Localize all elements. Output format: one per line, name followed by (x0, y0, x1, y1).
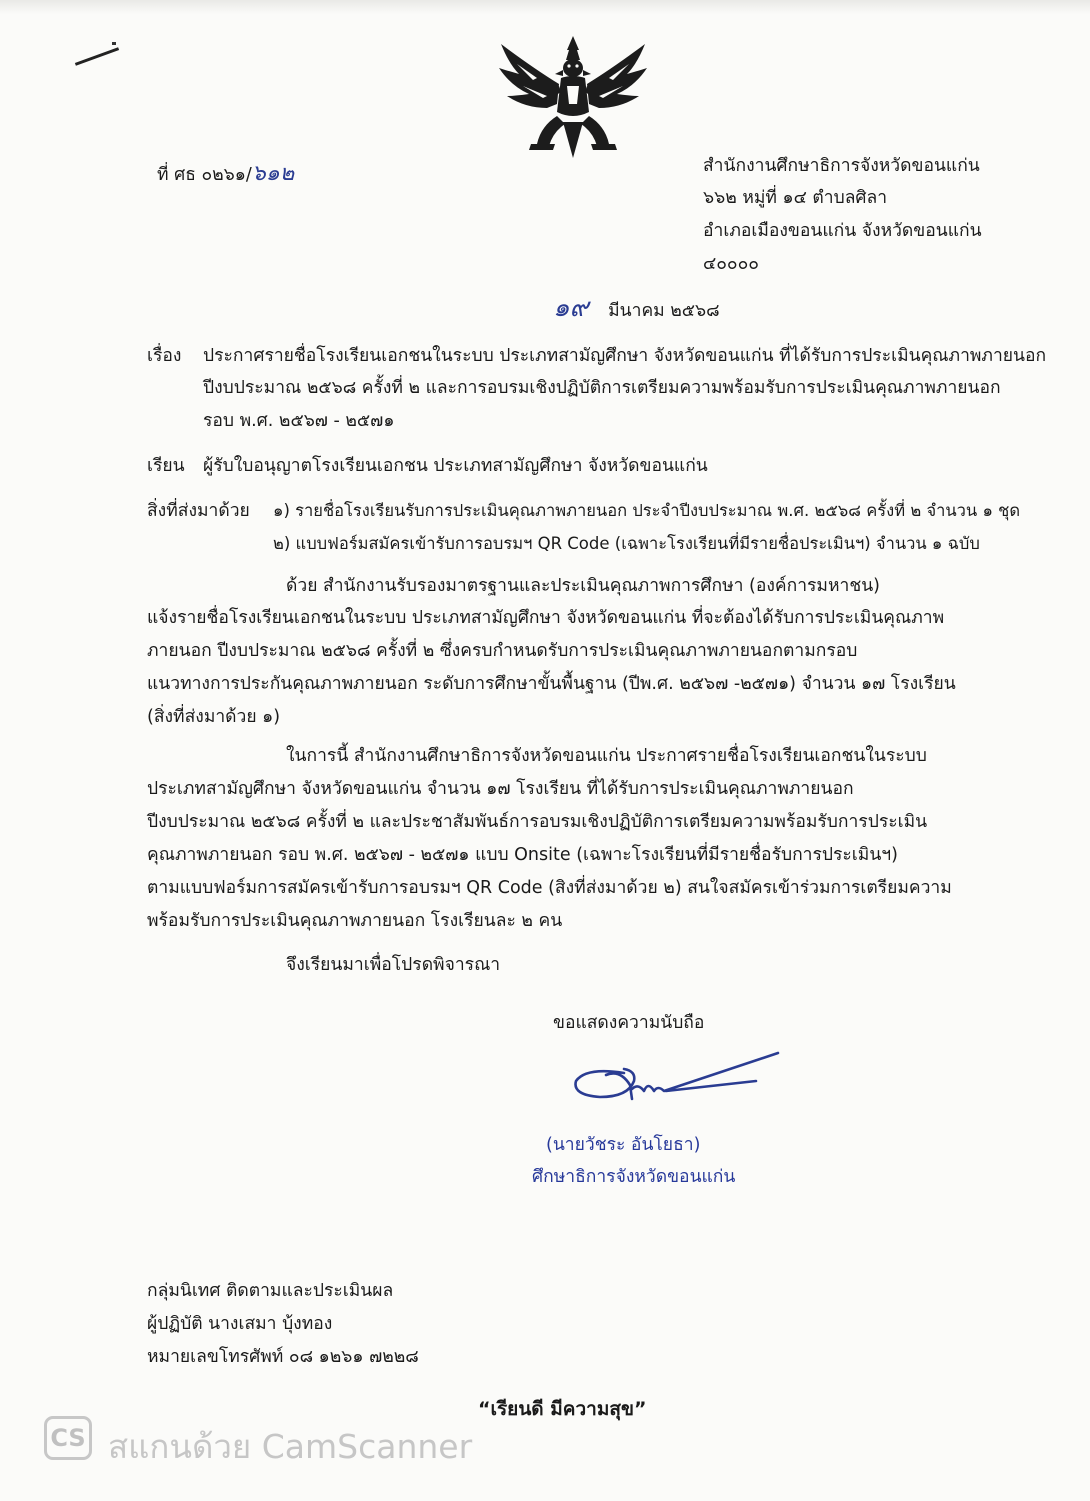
signatory-name: (นายวัชระ อันโยธา) (546, 1135, 701, 1155)
para1-line-3: ภายนอก ปีงบประมาณ ๒๕๖๘ ครั้งที่ ๒ ซึ่งครบกำหนดรับการประเมินคุณภาพภายนอกตามกรอบ (147, 641, 858, 661)
subject-line-1: ประกาศรายชื่อโรงเรียนเอกชนในระบบ ประเภทสามัญศึกษา จังหวัดขอนแก่น ที่ได้รับการประเมินคุณภาพภายนอก (203, 346, 1047, 366)
para1-line-5: (สิ่งที่ส่งมาด้วย ๑) (147, 707, 281, 727)
pen-dot (112, 42, 116, 45)
contact-officer: ผู้ปฏิบัติ นางเสมา บุ้งทอง (147, 1314, 333, 1334)
handwritten-signature (566, 1045, 782, 1115)
subject-line-3: รอบ พ.ศ. ๒๕๖๗ - ๒๕๗๑ (203, 411, 395, 431)
sender-postcode: ๔๐๐๐๐ (703, 254, 759, 274)
para2-line-3: ปีงบประมาณ ๒๕๖๘ ครั้งที่ ๒ และประชาสัมพันธ์การอบรมเชิงปฏิบัติการเตรียมความพร้อมรับการประเมิน (147, 812, 928, 832)
para2-line-5: ตามแบบฟอร์มการสมัครเข้ารับการอบรมฯ QR Code (สิงที่ส่งมาด้วย ๒) สนใจสมัครเข้าร่วมการเตรียมความ (147, 878, 952, 898)
camscanner-watermark: สแกนด้วย CamScanner (108, 1427, 473, 1466)
para1-line-1: ด้วย สำนักงานรับรองมาตรฐานและประเมินคุณภาพการศึกษา (องค์การมหาชน) (286, 576, 881, 596)
para2-line-2: ประเภทสามัญศึกษา จังหวัดขอนแก่น จำนวน ๑๗ โรงเรียน ที่ได้รับการประเมินคุณภาพภายนอก (147, 779, 854, 799)
recipient-text: ผู้รับใบอนุญาตโรงเรียนเอกชน ประเภทสามัญศึกษา จังหวัดขอนแก่น (203, 456, 708, 476)
para2-line-4: คุณภาพภายนอก รอบ พ.ศ. ๒๕๖๗ - ๒๕๗๑ แบบ Onsite (เฉพาะโรงเรียนที่มีรายชื่อรับการประเมินฯ) (147, 845, 898, 865)
garuda-emblem-icon (497, 34, 649, 162)
contact-unit: กลุ่มนิเทศ ติดตามและประเมินผล (147, 1281, 394, 1301)
date-month-year: มีนาคม ๒๕๖๘ (608, 301, 720, 321)
para2-line-6: พร้อมรับการประเมินคุณภาพภายนอก โรงเรียนละ ๒ คน (147, 911, 563, 931)
signatory-position: ศึกษาธิการจังหวัดขอนแก่น (532, 1167, 736, 1187)
doc-number: ที่ ศธ ๐๒๖๑/ (157, 165, 252, 185)
para1-line-2: แจ้งรายชื่อโรงเรียนเอกชนในระบบ ประเภทสามัญศึกษา จังหวัดขอนแก่น ที่จะต้องได้รับการประเมินคุณภาพ (147, 608, 945, 628)
motto: “เรียนดี มีความสุข” (478, 1398, 647, 1420)
sender-line-2: ๖๖๒ หมู่ที่ ๑๔ ตำบลศิลา (703, 188, 888, 208)
camscanner-logo: CS (44, 1416, 92, 1460)
scan-top-edge (0, 0, 1090, 14)
pen-mark (75, 47, 119, 66)
recipient-label: เรียน (147, 456, 185, 476)
para1-line-4: แนวทางการประกันคุณภาพภายนอก ระดับการศึกษาขั้นพื้นฐาน (ปีพ.ศ. ๒๕๖๗ -๒๕๗๑) จำนวน ๑๗ โรงเรียน (147, 674, 956, 694)
closing: ขอแสดงความนับถือ (553, 1013, 705, 1033)
contact-phone: หมายเลขโทรศัพท์ ๐๘ ๑๒๖๑ ๗๒๒๘ (147, 1347, 419, 1367)
enclosure-item-1: ๑) รายชื่อโรงเรียนรับการประเมินคุณภาพภายนอก ประจำปีงบประมาณ พ.ศ. ๒๕๖๘ ครั้งที่ ๒ จำนวน ๑ ชุด (273, 501, 1021, 520)
subject-line-2: ปีงบประมาณ ๒๕๖๘ ครั้งที่ ๒ และการอบรมเชิงปฏิบัติการเตรียมความพร้อมรับการประเมินคุณภาพภายนอก (203, 378, 1001, 398)
date-day-handwritten: ๑๙ (553, 293, 589, 323)
sender-line-3: อำเภอเมืองขอนแก่น จังหวัดขอนแก่น (703, 221, 982, 241)
subject-label: เรื่อง (147, 346, 182, 366)
enclosure-item-2: ๒) แบบฟอร์มสมัครเข้ารับการอบรมฯ QR Code (เฉพาะโรงเรียนที่มีรายชื่อประเมินฯ) จำนวน ๑ ฉบับ (273, 534, 980, 553)
enclosures-label: สิ่งที่ส่งมาด้วย (147, 501, 250, 521)
para2-line-1: ในการนี้ สำนักงานศึกษาธิการจังหวัดขอนแก่น ประกาศรายชื่อโรงเรียนเอกชนในระบบ (286, 746, 927, 766)
sender-line-1: สำนักงานศึกษาธิการจังหวัดขอนแก่น (703, 156, 980, 176)
closing-request: จึงเรียนมาเพื่อโปรดพิจารณา (286, 955, 501, 975)
doc-number-handwritten: ๖๑๒ (251, 161, 295, 186)
